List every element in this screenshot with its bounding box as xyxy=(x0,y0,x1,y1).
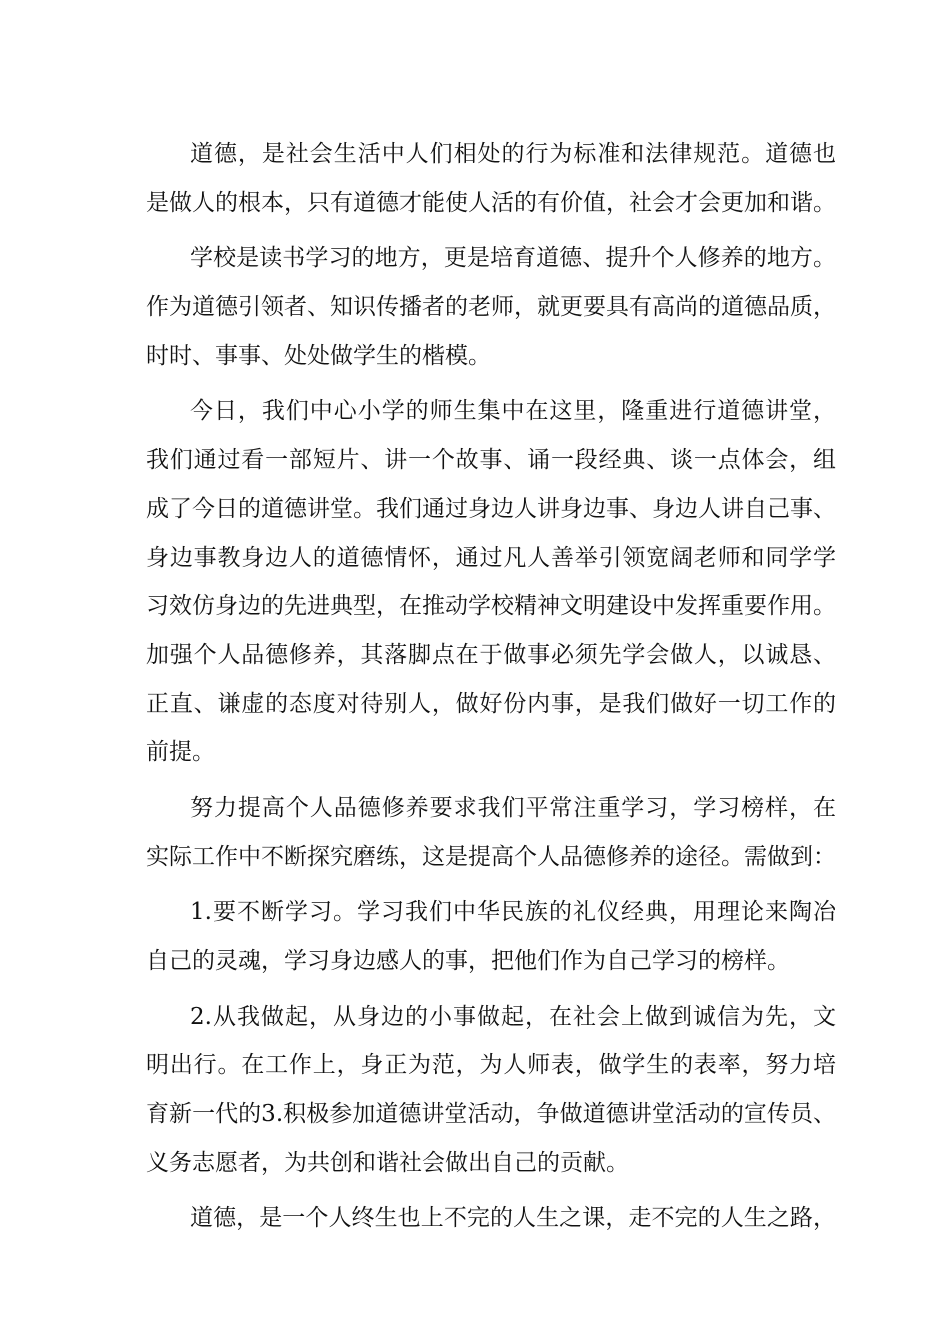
text-line: 义务志愿者，为共创和谐社会做出自己的贡献。 xyxy=(146,1149,629,1176)
document-body xyxy=(146,130,836,1243)
text-line: 前提。 xyxy=(146,739,215,766)
text-line: 自己的灵魂，学习身边感人的事，把他们作为自己学习的榜样。 xyxy=(146,948,790,974)
text-line: 明出行。在工作上，身正为范，为人师表，做学生的表率，努力培 xyxy=(146,1052,836,1079)
text-line: 道德，是社会生活中人们相处的行为标准和法律规范。道德也 xyxy=(190,141,836,167)
text-line: 我们通过看一部短片、讲一个故事、诵一段经典、谈一点体会，组 xyxy=(146,447,836,474)
text-line: 道德，是一个人终生也上不完的人生之课，走不完的人生之路， xyxy=(190,1205,836,1232)
text-line: 时时、事事、处处做学生的楷模。 xyxy=(146,342,491,369)
text-line: 是做人的根本，只有道德才能使人活的有价值，社会才会更加和谐。 xyxy=(146,189,836,216)
text-line: 作为道德引领者、知识传播者的老师，就更要具有高尚的道德品质， xyxy=(146,294,836,321)
text-line: 育新一代的3.积极参加道德讲堂活动，争做道德讲堂活动的宣传员、 xyxy=(146,1101,836,1128)
text-line: 正直、谦虚的态度对待别人，做好份内事，是我们做好一切工作的 xyxy=(146,690,836,717)
text-line: 学校是读书学习的地方，更是培育道德、提升个人修养的地方。 xyxy=(190,245,836,272)
text-line: 加强个人品德修养，其落脚点在于做事必须先学会做人，以诚恳、 xyxy=(146,641,836,668)
text-line: 努力提高个人品德修养要求我们平常注重学习，学习榜样，在 xyxy=(190,794,836,821)
text-line: 成了今日的道德讲堂。我们通过身边人讲身边事、身边人讲自己事、 xyxy=(146,495,836,522)
text-line: 实际工作中不断探究磨练，这是提高个人品德修养的途径。需做到： xyxy=(146,843,836,870)
text-line: 1.要不断学习。学习我们中华民族的礼仪经典，用理论来陶冶 xyxy=(190,899,836,926)
text-line: 身边事教身边人的道德情怀，通过凡人善举引领宽阔老师和同学学 xyxy=(146,544,836,571)
text-line: 习效仿身边的先进典型，在推动学校精神文明建设中发挥重要作用。 xyxy=(146,593,836,620)
text-line: 今日，我们中心小学的师生集中在这里，隆重进行道德讲堂， xyxy=(190,398,836,425)
text-line: 2.从我做起，从身边的小事做起，在社会上做到诚信为先，文 xyxy=(190,1003,836,1030)
